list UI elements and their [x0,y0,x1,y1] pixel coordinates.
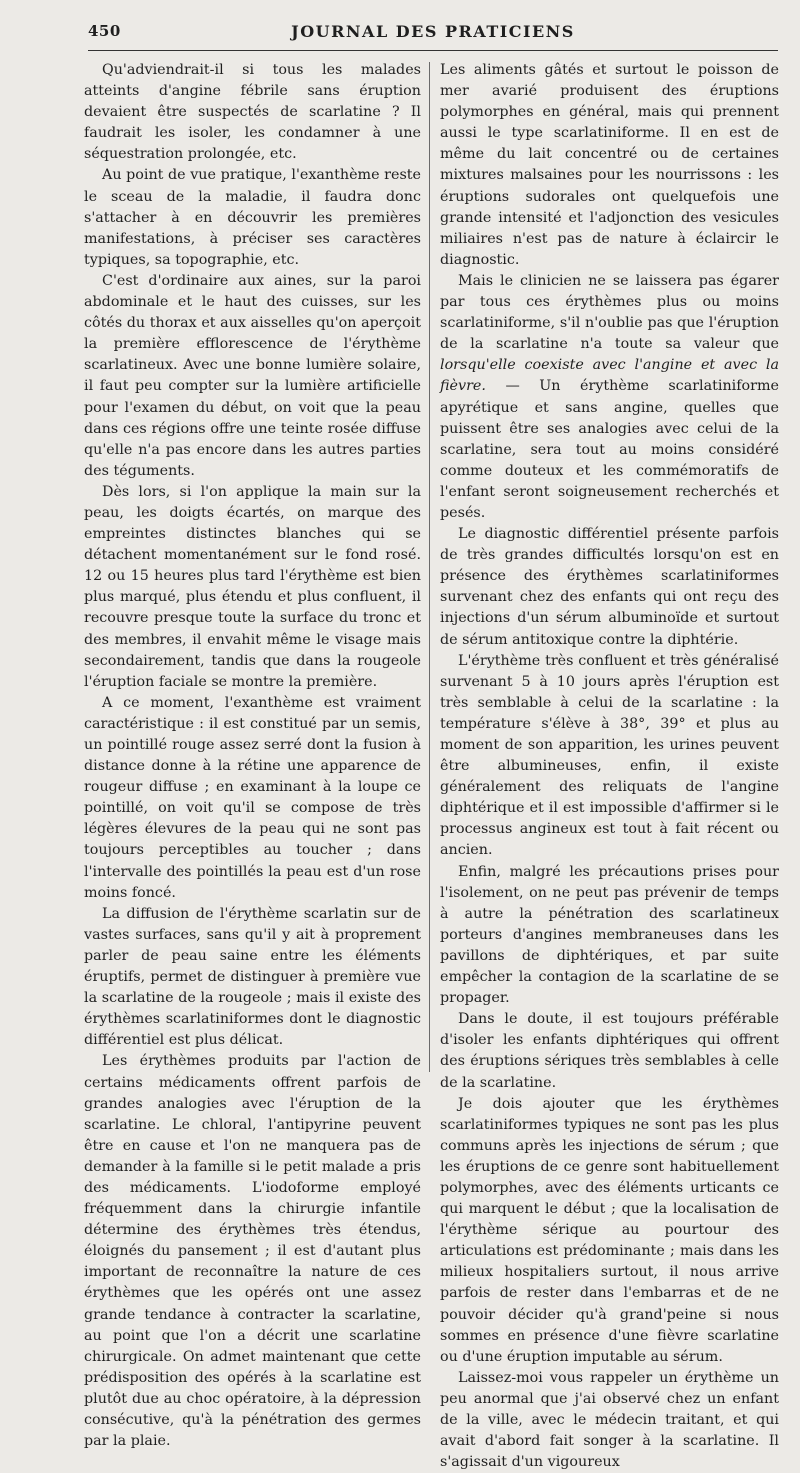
column-divider [429,62,430,1072]
paragraph: Les aliments gâtés et surtout le poisson de mer avarié produisent des éruptions polymorphes en général, mais qui prennent aussi le type scarlatiniforme. Il en est de même du lait concentré ou de certaines mixtures malsaines pour les nourrissons : les éruptions sudorales ont quelquefois une grande intensité et l'adjonction des vesicules miliaires n'est pas de nature à éclaircir le diagnostic. [440,62,779,268]
paragraph: La diffusion de l'érythème scarlatin sur de vastes surfaces, sans qu'il y ait à proprement parler de peau saine entre les éléments éruptifs, permet de distinguer à première vue la scarlatine de la rougeole ; mais il existe des érythèmes scarlatiniformes dont le diagnostic différentiel est plus délicat. [84,905,421,1049]
paragraph: Dans le doute, il est toujours préférable d'isoler les enfants diphtériques qui offrent des éruptions sériques très semblables à celle de la scarlatine. [440,1011,779,1091]
paragraph: Enfin, malgré les précautions prises pour l'isolement, on ne peut pas prévenir de temps à autre la pénétration des scarlatineux porteurs d'angines membraneuses dans les pavillons de diphtériques, et par suite empêcher la contagion de la scarlatine de se propager. [440,863,779,1007]
paragraph: Laissez-moi vous rappeler un érythème un peu anormal que j'ai observé chez un enfant de la ville, avec le médecin traitant, et qui avait d'abord fait songer à la scarlatine. Il s'agissait d'un vigoureux [440,1369,779,1471]
paragraph: Les érythèmes produits par l'action de certains médicaments offrent parfois de grandes analogies avec l'éruption de la scarlatine. Le chloral, l'antipyrine peuvent être en cause et l'on ne manquera pas de demander à la famille si le petit malade a pris des médicaments. L'iodoforme employé fréquemment dans la chirurgie infantile détermine des érythèmes très étendus, éloignés du pansement ; il est d'autant plus important de reconnaître la nature de ces érythèmes que les opérés ont une assez grande tendance à contracter la scarlatine, au point que l'on a décrit une scarlatine chirurgicale. On admet maintenant que cette prédisposition des opérés à la scarlatine est plutôt due au choc opératoire, à la dépression consécutive, qu'à la pénétration des germes par la plaie. [84,1053,421,1450]
paragraph-text: — Un érythème scarlatiniforme apyrétique et sans angine, quelles que puissent être ses analogies avec celui de la scarlatine, sera tout au moins considéré comme douteux et les commémoratifs de l'enfant seront soigneusement recherchés et pesés. [440,378,779,521]
header-rule [88,50,778,51]
running-title: JOURNAL DES PRATICIENS [291,22,575,41]
paragraph: Je dois ajouter que les érythèmes scarlatiniformes typiques ne sont pas les plus communs après les injections de sérum ; que les éruptions de ce genre sont habituellement polymorphes, avec des éléments urticants ce qui marquent le début ; que la localisation de l'érythème sérique au pourtour des articulations est prédominante ; mais dans les milieux hospitaliers surtout, il nous arrive parfois de rester dans l'embarras et de ne pouvoir décider qu'à grand'peine si nous sommes en présence d'une fièvre scarlatine ou d'une éruption imputable au sérum. [440,1095,779,1365]
paragraph-text: Mais le clinicien ne se laissera pas égarer par tous ces érythèmes plus ou moins scarlatiniforme, s'il n'oublie pas que l'éruption de la scarlatine n'a toute sa valeur que [440,272,779,353]
paragraph: Le diagnostic différentiel présente parfois de très grandes difficultés lorsqu'on est en présence des érythèmes scarlatiniformes survenant chez des enfants qui ont reçu des injections d'un sérum albuminoïde et surtout de sérum antitoxique contre la diphtérie. [440,526,779,648]
emphasis-text: lorsqu'elle coexiste avec l'angine et avec la fièvre. [440,357,779,395]
paragraph: Au point de vue pratique, l'exanthème reste le sceau de la maladie, il faudra donc s'attacher à en découvrir les premières manifestations, à préciser ses caractères typiques, sa topographie, etc. [84,167,421,268]
paragraph: Qu'adviendrait-il si tous les malades atteints d'angine fébrile sans éruption devaient être suspectés de scarlatine ? Il faudrait les isoler, les condamner à une séquestration prolongée, etc. [84,62,421,163]
paragraph: A ce moment, l'exanthème est vraiment caractéristique : il est constitué par un semis, un pointillé rouge assez serré dont la fusion à distance donne à la rétine une apparence de rougeur diffuse ; en examinant à la loupe ce pointillé, on voit qu'il se compose de très légères élevures de la peau qui ne sont pas toujours perceptibles au toucher ; dans l'intervalle des pointillés la peau est d'un rose moins foncé. [84,694,421,901]
paragraph: Dès lors, si l'on applique la main sur la peau, les doigts écartés, on marque des empreintes distinctes blanches qui se détachent momentanément sur le fond rosé. 12 ou 15 heures plus tard l'érythème est bien plus marqué, plus étendu et plus confluent, il recouvre presque toute la surface du tronc et des membres, il envahit même le visage mais secondairement, tandis que dans la rougeole l'éruption faciale se montre la première. [84,483,421,690]
page-header [88,20,778,46]
left-column [84,60,421,1450]
paragraph: C'est d'ordinaire aux aines, sur la paroi abdominale et le haut des cuisses, sur les côtés du thorax et aux aisselles qu'on aperçoit la première efflorescence de l'érythème scarlatineux. Avec une bonne lumière solaire, il faut peu compter sur la lumière artificielle pour l'examen du début, on voit que la peau dans ces régions offre une teinte rosée diffuse qu'elle n'a pas encore dans les autres parties des téguments. [84,272,421,479]
page-number: 450 [88,22,121,40]
paragraph [440,271,779,524]
right-column [440,60,779,1471]
paragraph: L'érythème très confluent et très généralisé survenant 5 à 10 jours après l'éruption est très semblable à celui de la scarlatine : la température s'élève à 38°, 39° et plus au moment de son apparition, les urines peuvent être albumineuses, enfin, il existe généralement des reliquats de l'angine diphtérique et il est impossible d'affirmer si le processus angineux est tout à fait récent ou ancien. [440,652,779,859]
